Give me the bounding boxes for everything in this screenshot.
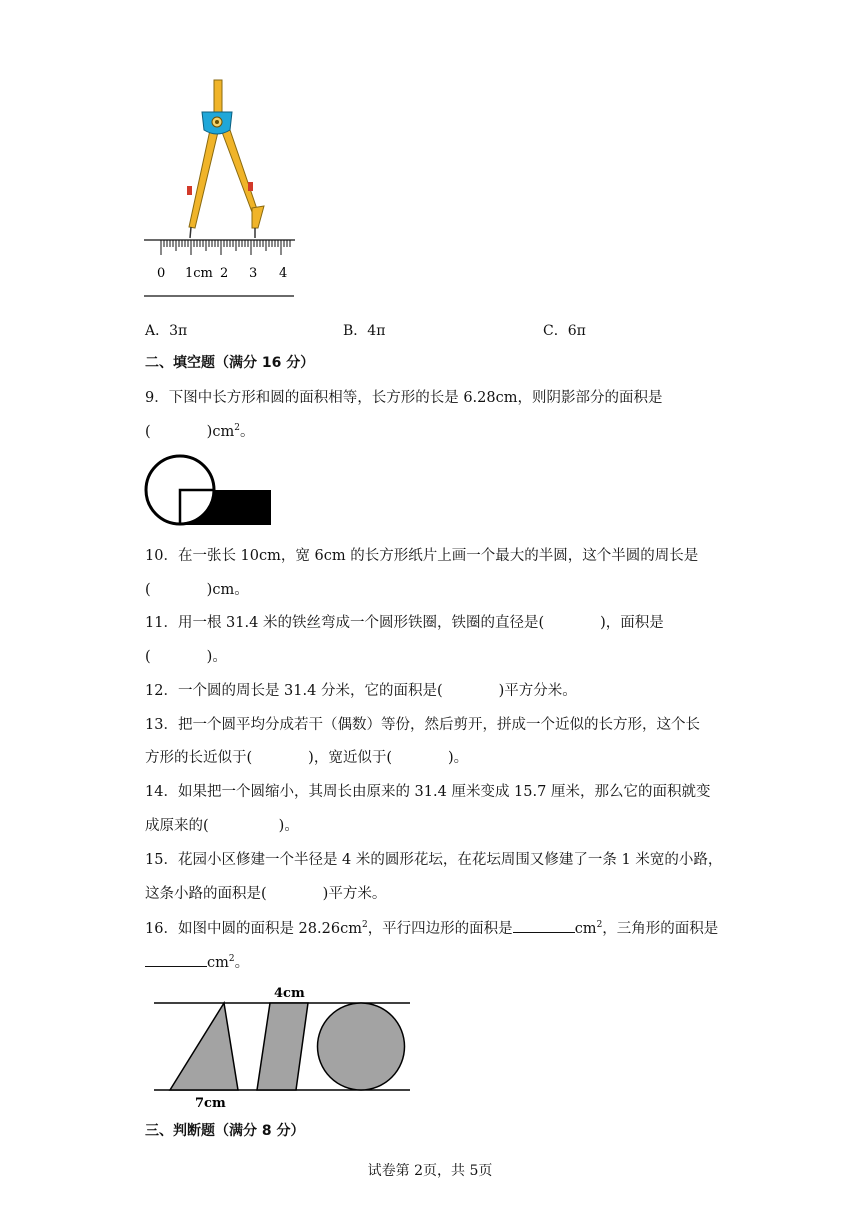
q16-parallelogram-blank[interactable] <box>513 918 575 933</box>
q12-text-b: )平方分米。 <box>498 683 577 699</box>
triangle <box>170 1003 238 1090</box>
q15-text-a: 这条小路的面积是( <box>145 886 267 902</box>
q15-text-b: )平方米。 <box>322 886 387 902</box>
parallelogram <box>257 1003 308 1090</box>
unit-sup: 2 <box>234 423 240 434</box>
end-punct: 。 <box>234 955 250 971</box>
paren-open: ( <box>145 582 151 598</box>
q11-text <box>145 613 664 633</box>
paren-open: ( <box>145 424 151 440</box>
label-4cm: 4cm <box>274 986 305 1001</box>
q10-text: 10．在一张长 10cm，宽 6cm 的长方形纸片上画一个最大的半圆，这个半圆的周长是 <box>145 548 699 564</box>
compass-pencil-holder <box>252 206 264 228</box>
q14-text: 14．如果把一个圆缩小，其周长由原来的 31.4 厘米变成 15.7 厘米，那么它的面积就变 <box>145 784 711 800</box>
q16-text-b: ，平行四边形的面积是 <box>367 921 513 937</box>
sup: 2 <box>596 920 603 931</box>
q16-triangle-blank[interactable] <box>145 952 207 967</box>
compass-right-leg <box>222 130 260 220</box>
q16-text-a: 16．如图中圆的面积是 28.26cm <box>145 921 362 937</box>
section-heading-judgement: 三、判断题（满分 8 分） <box>145 1123 305 1139</box>
q14-answer-line <box>145 816 299 836</box>
q11-answer-line <box>145 647 227 667</box>
q11-text-a: 11．用一根 31.4 米的铁丝弯成一个圆形铁圈，铁圈的直径是( <box>145 615 545 631</box>
q12-text-a: 12．一个圆的周长是 31.4 分米，它的面积是( <box>145 683 443 699</box>
q13-text: 13．把一个圆平均分成若干（偶数）等份，然后剪开，拼成一个近似的长方形，这个长 <box>145 717 700 733</box>
ruler-label-1: 1cm <box>185 266 213 281</box>
unit: )cm <box>206 424 235 440</box>
compass-needle <box>190 227 191 238</box>
paren-open: ( <box>145 649 151 665</box>
q10-answer-line <box>145 580 249 600</box>
q16-text-d: ，三角形的面积是 <box>602 921 719 937</box>
q13-text-c: )。 <box>448 750 469 766</box>
unit: cm <box>207 955 229 971</box>
label-7cm: 7cm <box>195 1096 226 1111</box>
q15-answer-line <box>145 884 386 904</box>
option-c[interactable]: C．6π <box>543 323 586 339</box>
circle-rectangle-figure <box>146 456 276 528</box>
q14-text-b: )。 <box>278 818 299 834</box>
compass-left-leg <box>189 130 218 228</box>
compass-left-clip <box>187 186 192 195</box>
unit: cm <box>574 921 597 937</box>
q13-answer-line <box>145 748 468 768</box>
compass-handle <box>214 80 222 112</box>
q13-text-a: 方形的长近似于( <box>145 750 253 766</box>
compass-screw-center <box>215 120 219 124</box>
option-b[interactable]: B．4π <box>343 323 386 339</box>
compass-ruler-figure <box>140 78 300 300</box>
q11-text-b: )，面积是 <box>600 615 664 631</box>
ruler <box>144 240 295 296</box>
sup: 2 <box>228 954 235 965</box>
q9-answer-line <box>145 422 254 442</box>
q9-text: 9．下图中长方形和圆的面积相等，长方形的长是 6.28cm，则阴影部分的面积是 <box>145 390 663 406</box>
ruler-label-3: 3 <box>249 266 258 281</box>
ruler-label-4: 4 <box>279 266 288 281</box>
compass-right-clip <box>248 182 253 191</box>
ruler-ticks <box>161 240 290 255</box>
option-a[interactable]: A．3π <box>145 323 188 339</box>
unit: )cm。 <box>206 582 249 598</box>
sup: 2 <box>361 920 368 931</box>
q16-text <box>145 918 718 939</box>
ruler-label-0: 0 <box>157 266 166 281</box>
circle <box>318 1003 405 1090</box>
q12-text <box>145 681 577 701</box>
ruler-label-2: 2 <box>220 266 229 281</box>
q13-text-b: )，宽近似于( <box>308 750 392 766</box>
q15-text: 15．花园小区修建一个半径是 4 米的圆形花坛，在花坛周围又修建了一条 1 米宽的小路， <box>145 852 723 868</box>
q16-answer-line <box>145 952 249 973</box>
end-punct: )。 <box>206 649 227 665</box>
q14-text-a: 成原来的( <box>145 818 209 834</box>
end-punct: 。 <box>239 424 255 440</box>
parallel-lines-shapes-figure <box>150 982 415 1112</box>
page-footer: 试卷第 2页，共 5页 <box>367 1163 493 1179</box>
section-heading-fill-blank: 二、填空题（满分 16 分） <box>145 355 315 371</box>
